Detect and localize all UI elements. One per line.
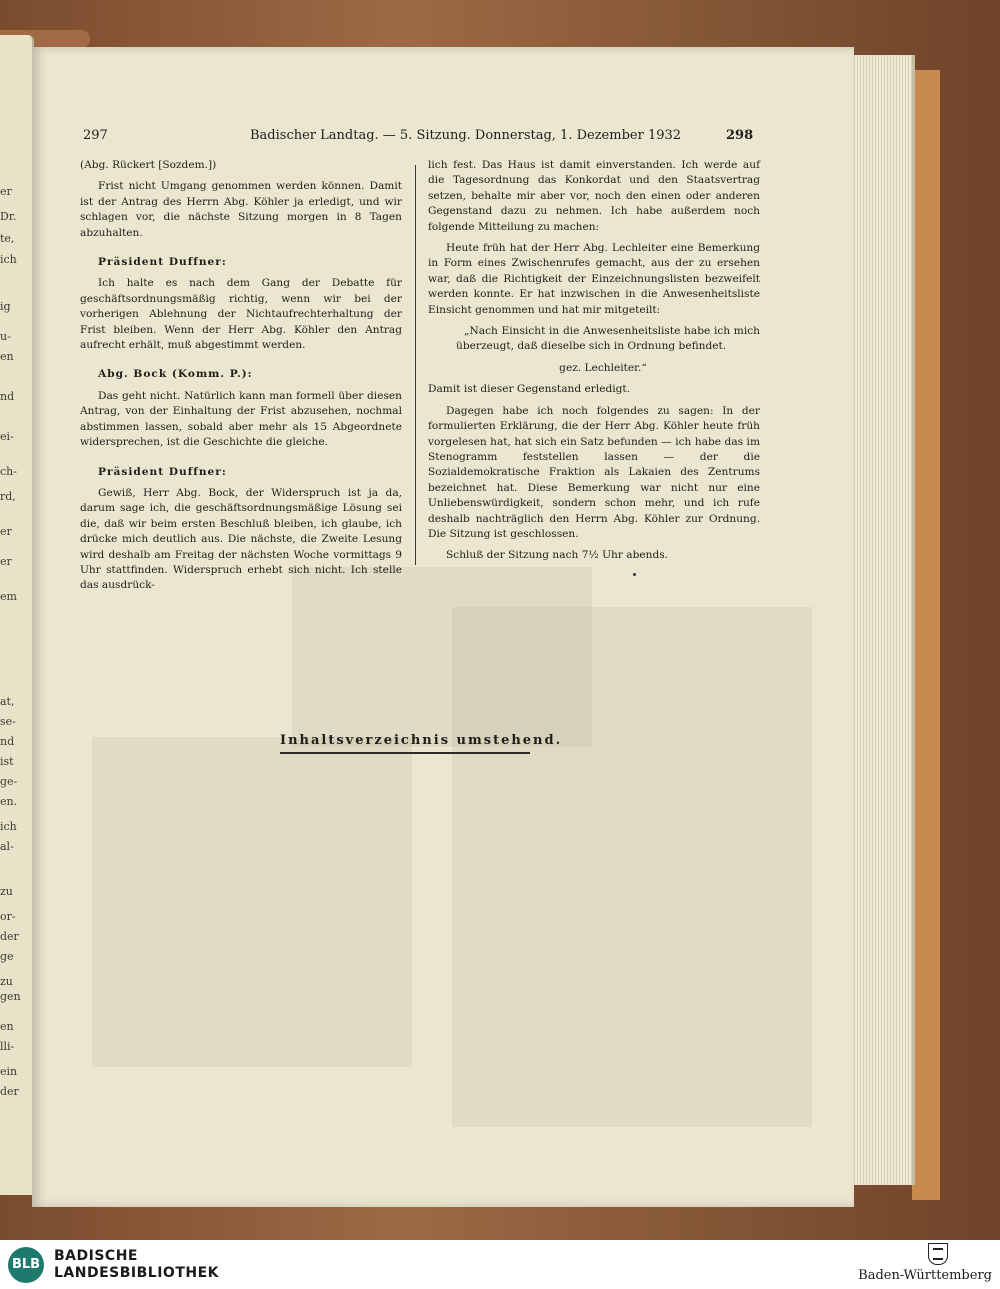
book-cover-edge: [912, 70, 940, 1200]
state-name: Baden-Württemberg: [858, 1268, 992, 1283]
page-number-left: 297: [83, 128, 108, 143]
left-page-fragment: zu: [0, 885, 13, 898]
page-number-right: 298: [726, 128, 754, 143]
paragraph: Das geht nicht. Natürlich kann man formell über diesen Antrag, von der Einhaltung der Frist abzusehen, nochmal abstimmen lassen, sobald aber mehr als 15 Abgeordnete widersprechen, ist die Geschichte die gleiche.: [80, 389, 402, 449]
left-page-fragment: ge: [0, 950, 14, 963]
paragraph: Heute früh hat der Herr Abg. Lechleiter eine Bemerkung in Form eines Zwischenrufes gemacht, aus der zu ersehen war, daß die Richtigkeit der Einzeichnungslisten bezweifelt werden konnte. Er hat inzwischen in die Anwesenheitsliste Einsicht genommen und hat mir mitgeteilt:: [428, 242, 760, 316]
column-divider: [415, 165, 416, 565]
left-page-fragment: er: [0, 555, 12, 568]
left-page-fragment: en.: [0, 795, 18, 808]
stray-dot: [633, 573, 636, 576]
speaker-label: Abg. Bock (Komm. P.):: [98, 368, 253, 381]
speaker-label: Präsident Duffner:: [98, 256, 227, 269]
running-title: Badischer Landtag. — 5. Sitzung. Donnerstag, 1. Dezember 1932: [250, 128, 682, 143]
show-through-text: [452, 607, 812, 1127]
speaker-label: Präsident Duffner:: [98, 465, 227, 478]
left-page-fragment: ein: [0, 1065, 18, 1078]
paragraph: Damit ist dieser Gegenstand erledigt.: [428, 383, 631, 396]
coat-of-arms-icon: [928, 1243, 948, 1265]
toc-note: Inhaltsverzeichnis umstehend.: [280, 733, 563, 748]
paragraph: Dagegen habe ich noch folgendes zu sagen: In der formulierten Erklärung, die der Herr Abg. Köhler heute früh vorgelesen hat, hat sich ein Satz befunden — ich habe das im Stenogramm feststellen lassen — der die Sozialdemokratische Fraktion als Lakaien des Zentrums bezeichnet hat. Diese Bemerkung war nicht nur eine Unliebenswürdigkeit, sondern schon mehr, und ich rufe deshalb nachträglich den Herrn Abg. Köhler zur Ordnung. Die Sitzung ist geschlossen.: [428, 404, 760, 540]
left-page-fragment: er: [0, 525, 12, 538]
paragraph: lich fest. Das Haus ist damit einverstanden. Ich werde auf die Tagesordnung das Konkordat und den Staatsvertrag setzen, behalte mir aber vor, noch den einen oder anderen Gegenstand dazu zu nehmen. Ich habe außerdem noch folgende Mitteilung zu machen:: [428, 159, 760, 233]
left-page-fragment: lli-: [0, 1040, 15, 1053]
left-page-fragment: al-: [0, 840, 14, 853]
left-page-fragment: nd: [0, 390, 15, 403]
left-page-fragment: te,: [0, 232, 15, 245]
left-page-fragment: ist: [0, 755, 14, 768]
blb-logo[interactable]: BLB: [8, 1247, 44, 1283]
left-page-edge: [0, 35, 34, 1195]
show-through-text: [92, 737, 412, 1067]
left-page-fragment: u-: [0, 330, 11, 343]
speaker-label: (Abg. Rückert [Sozdem.]): [80, 159, 217, 171]
left-page-fragment: nd: [0, 735, 15, 748]
left-page-fragment: gen: [0, 990, 21, 1003]
library-name-line1: BADISCHE: [54, 1248, 138, 1264]
left-page-fragment: ei-: [0, 430, 14, 443]
closing-line: Schluß der Sitzung nach 7½ Uhr abends.: [446, 549, 669, 562]
left-page-fragment: ich: [0, 820, 17, 833]
left-page-fragment: er: [0, 185, 12, 198]
paragraph: Ich halte es nach dem Gang der Debatte für geschäftsordnungsmäßig richtig, wenn wir bei der vorherigen Ablehnung der Nichtaufrechterhaltung der Frist bleiben. Wenn der Herr Abg. Köhler den Antrag aufrecht erhält, muß abgestimmt werden.: [80, 277, 402, 352]
left-page-fragment: se-: [0, 715, 16, 728]
left-page-fragment: Dr.: [0, 210, 17, 223]
right-text-column: [428, 158, 760, 570]
left-page-fragment: zu: [0, 975, 13, 988]
left-page-fragment: ch-: [0, 465, 17, 478]
library-name-line2: LANDESBIBLIOTHEK: [54, 1265, 220, 1281]
left-page-fragment: ig: [0, 300, 11, 313]
left-page-fragment: der: [0, 930, 19, 943]
toc-underline: [280, 752, 530, 754]
quotation: „Nach Einsicht in die Anwesenheitsliste habe ich mich überzeugt, daß dieselbe sich in Ordnung befindet.: [456, 325, 760, 353]
left-page-fragment: der: [0, 1085, 19, 1098]
left-page-fragment: ge-: [0, 775, 18, 788]
left-page-fragment: ich: [0, 253, 17, 266]
left-page-fragment: at,: [0, 695, 15, 708]
left-page-fragment: em: [0, 590, 17, 603]
paragraph: Gewiß, Herr Abg. Bock, der Widerspruch ist ja da, darum sage ich, die geschäftsordnungsmäßige Lösung sei die, daß wir beim ersten Beschluß bleiben, ich glaube, ich drücke mich deutlich aus. Die nächste, die Zweite Lesung wird deshalb am Freitag der nächsten Woche vormittags 9 Uhr stattfinden. Widerspruch erhebt sich nicht. Ich stelle das ausdrück-: [80, 486, 402, 592]
left-text-column: [80, 158, 402, 600]
left-page-fragment: en: [0, 1020, 14, 1033]
paragraph: Frist nicht Umgang genommen werden können. Damit ist der Antrag des Herrn Abg. Köhler ja erledigt, und wir schlagen vor, die nächste Sitzung morgen in 8 Tagen abzuhalten.: [80, 180, 402, 239]
left-page-fragment: or-: [0, 910, 16, 923]
left-page-fragment: rd,: [0, 490, 16, 503]
signature: gez. Lechleiter.“: [559, 361, 647, 374]
page-edges: [852, 55, 915, 1185]
left-page-fragment: en: [0, 350, 14, 363]
